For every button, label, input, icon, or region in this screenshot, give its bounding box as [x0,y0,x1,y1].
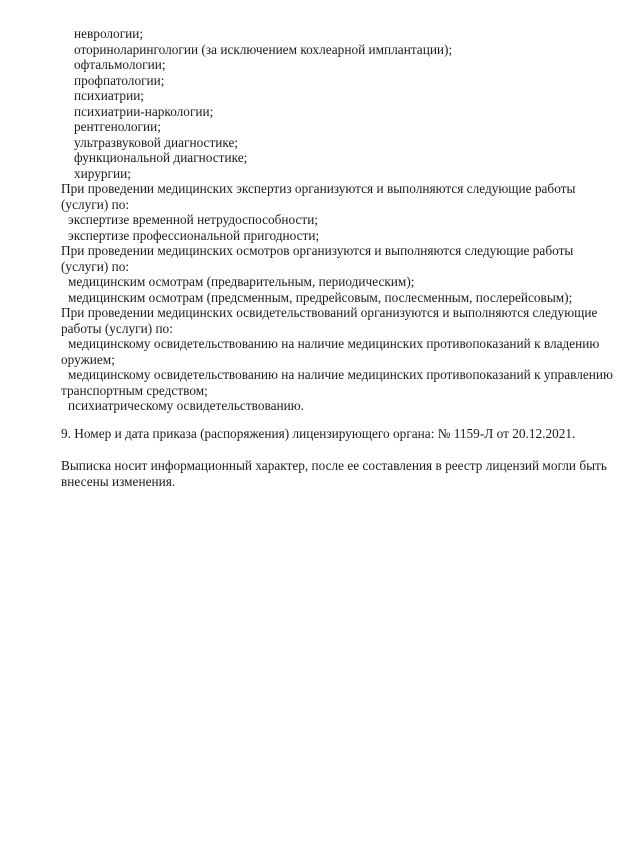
service-line: оториноларингологии (за исключением кохлеарной имплантации); [74,41,453,57]
license-text-block [61,26,613,489]
service-line: рентгенологии; [74,119,161,134]
service-line: офтальмологии; [74,57,166,72]
service-line: экспертизе профессиональной пригодности; [68,227,320,243]
service-line: При проведении медицинских освидетельствований организуются и выполняются следующие [61,305,598,320]
note-paragraph [61,458,606,489]
service-line: профпатологии; [74,72,165,88]
note-line: внесены изменения. [61,473,176,489]
service-line: медицинским осмотрам (предсменным, предрейсовым, послесменным, послерейсовым); [68,289,573,305]
service-line: работы (услуги) по: [61,320,173,336]
service-lines [61,26,613,414]
service-line: транспортным средством; [61,382,208,398]
service-line: хирургии; [74,165,131,181]
service-line: психиатрическому освидетельствованию. [68,398,304,413]
service-line: медицинскому освидетельствованию на наличие медицинских противопоказаний к владению [68,336,600,351]
service-line: экспертизе временной нетрудоспособности; [68,212,319,227]
order-number-line: 9. Номер и дата приказа (распоряжения) лицензирующего органа: № 1159-Л от 20.12.2021. [61,425,576,441]
service-line: психиатрии-наркологии; [74,103,214,119]
service-line: оружием; [61,351,115,367]
service-line: При проведении медицинских осмотров организуются и выполняются следующие работы [61,243,574,258]
service-line: медицинскому освидетельствованию на наличие медицинских противопоказаний к управлению [68,367,613,382]
service-line: При проведении медицинских экспертиз организуются и выполняются следующие работы [61,181,576,196]
service-line: медицинским осмотрам (предварительным, периодическим); [68,274,415,289]
note-line: Выписка носит информационный характер, после ее составления в реестр лицензий могли быть [61,458,607,473]
service-line: (услуги) по: [61,196,130,212]
service-line: ультразвуковой диагностике; [74,134,239,150]
service-line: неврологии; [74,26,144,41]
service-line: функциональной диагностике; [74,150,248,165]
service-line: психиатрии; [74,88,145,103]
service-line: (услуги) по: [61,258,130,274]
